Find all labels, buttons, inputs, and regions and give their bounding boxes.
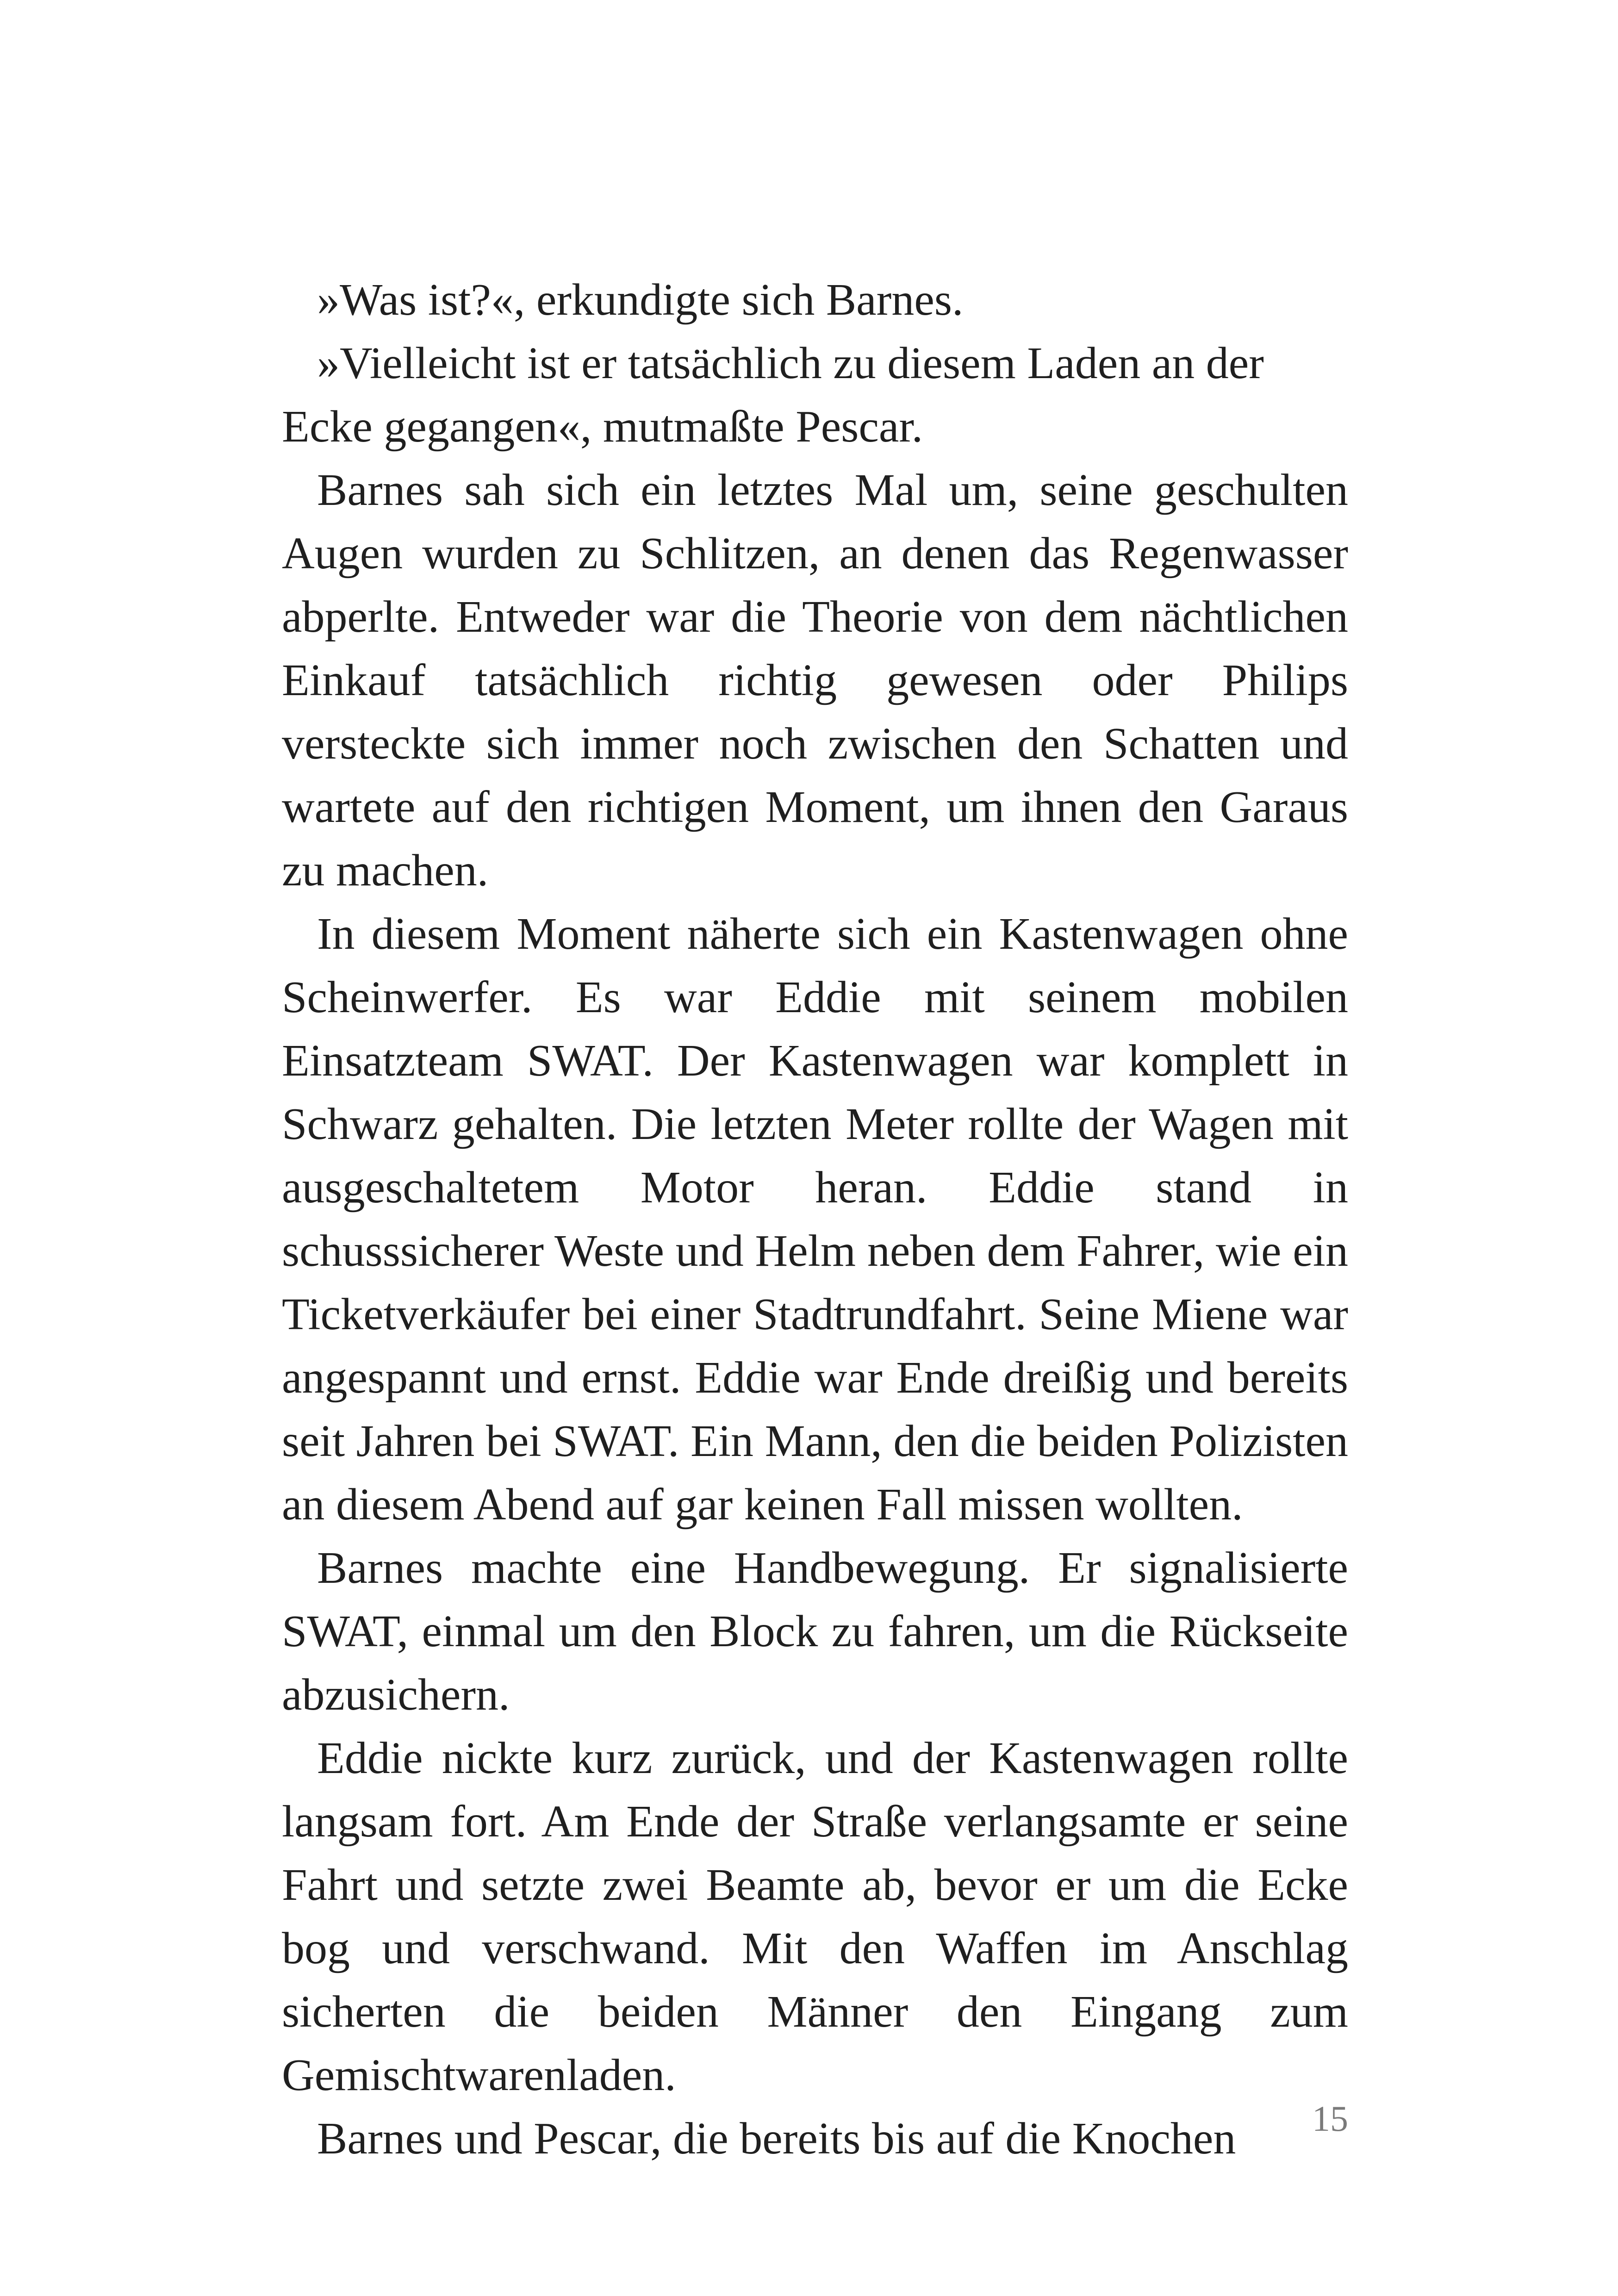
paragraph-3: Barnes sah sich ein letztes Mal um, seine geschulten Augen wurden zu Schlitzen, an denen das Regenwasser abperlte. Entweder war die Theorie von dem nächtlichen Einkauf tatsächlich richtig gewesen oder Philips versteckte sich immer noch zwischen den Schatten und wartete auf den richtigen Moment, um ihnen den Garaus zu machen. bbox=[282, 465, 1348, 896]
paragraph-2: »Vielleicht ist er tatsächlich zu diesem Laden an der Ecke gegangen«, mutmaßte Pescar. bbox=[282, 338, 1264, 452]
body-text bbox=[282, 268, 1348, 2171]
paragraph-5: Barnes machte eine Handbewegung. Er signalisierte SWAT, einmal um den Block zu fahren, um die Rückseite abzusichern. bbox=[282, 1543, 1348, 1720]
paragraph-4: In diesem Moment näherte sich ein Kastenwagen ohne Scheinwerfer. Es war Eddie mit seinem mobilen Einsatzteam SWAT. Der Kastenwagen war komplett in Schwarz gehalten. Die letzten Meter rollte der Wagen mit ausgeschaltetem Motor heran. Eddie stand in schusssicherer Weste und Helm neben dem Fahrer, wie ein Ticketverkäufer bei einer Stadtrundfahrt. Seine Miene war angespannt und ernst. Eddie war Ende dreißig und bereits seit Jahren bei SWAT. Ein Mann, den die beiden Polizisten an diesem Abend auf gar keinen Fall missen wollten. bbox=[282, 909, 1348, 1530]
paragraph-1: »Was ist?«, erkundigte sich Barnes. bbox=[317, 275, 964, 325]
paragraph-7: Barnes und Pescar, die bereits bis auf die Knochen bbox=[317, 2114, 1236, 2164]
page-number: 15 bbox=[1312, 2098, 1348, 2139]
paragraph-6: Eddie nickte kurz zurück, und der Kastenwagen rollte langsam fort. Am Ende der Straße verlangsamte er seine Fahrt und setzte zwei Beamte ab, bevor er um die Ecke bog und verschwand. Mit den Waffen im Anschlag sicherten die beiden Männer den Eingang zum Gemischtwarenladen. bbox=[282, 1733, 1348, 2100]
